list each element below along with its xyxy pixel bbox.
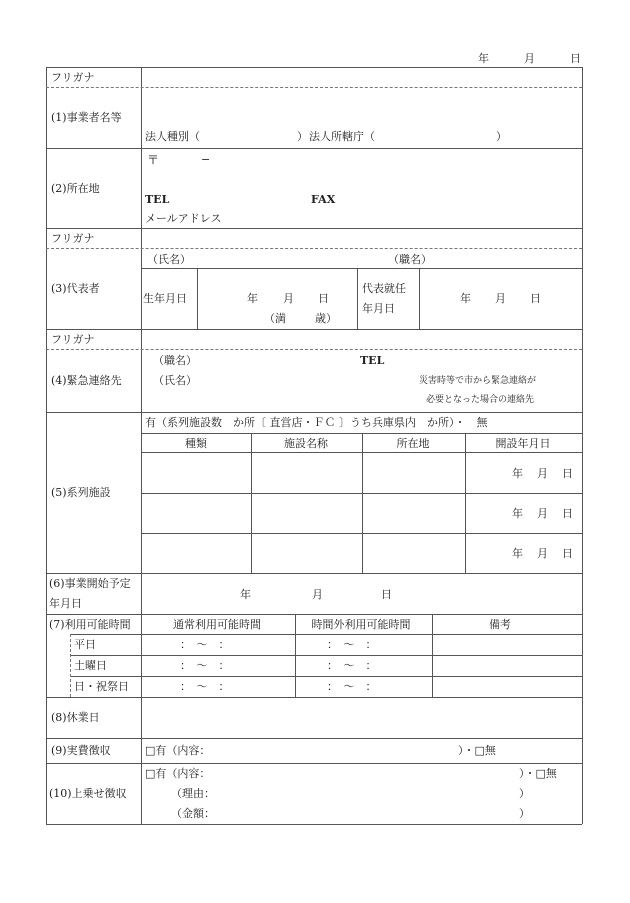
appoint-year: 年 [460, 292, 471, 305]
hours-normal-saturday: ： 〜 ： [180, 659, 230, 672]
hours-day-weekday: 平日 [74, 638, 96, 651]
emergency-note-1: 災害時等で市から緊急連絡が [419, 376, 537, 386]
row-year: 年 [512, 547, 523, 560]
date-year: 年 [478, 52, 489, 65]
row-day: 日 [562, 547, 573, 560]
corp-authority-input[interactable] [385, 129, 493, 145]
birth-label: 生年月日 [143, 292, 187, 305]
hours-day-holiday: 日・祝祭日 [74, 680, 129, 693]
affiliates-header-opened: 開設年月日 [495, 437, 551, 450]
postal-dash: − [201, 153, 211, 166]
furigana-input-1[interactable] [142, 68, 582, 87]
hours-after-saturday: ： 〜 ： [327, 659, 377, 672]
holidays-input[interactable] [142, 698, 582, 738]
hours-day-saturday: 土曜日 [74, 659, 107, 672]
actual-cost-input[interactable] [215, 741, 455, 759]
row-day: 日 [562, 467, 573, 480]
surcharge-reason-close: ） [519, 787, 530, 800]
tel-label: TEL [145, 193, 170, 206]
birth-year: 年 [247, 292, 258, 305]
surcharge-amount: （金額： [171, 807, 215, 820]
actual-cost-end: ）・□無 [458, 744, 496, 757]
business-name-label: (1)事業者名等 [51, 111, 122, 124]
start-year: 年 [240, 588, 251, 601]
furigana-input-2[interactable] [142, 229, 582, 248]
affiliates-header-location: 所在地 [396, 437, 430, 450]
birth-day: 日 [318, 292, 329, 305]
hours-normal-holiday: ： 〜 ： [180, 680, 230, 693]
address-input[interactable] [142, 168, 582, 190]
rep-name-label: （氏名） [147, 253, 191, 266]
emergency-title-label: （職名） [153, 354, 197, 367]
corp-type-input[interactable] [205, 129, 295, 145]
representative-label: (3)代表者 [51, 282, 100, 295]
holidays-label: (8)休業日 [51, 711, 100, 724]
start-day: 日 [381, 588, 392, 601]
appoint-month: 月 [495, 292, 506, 305]
start-date-label-2: 年月日 [49, 597, 82, 610]
affiliates-header-name: 施設名称 [284, 437, 328, 450]
row-month: 月 [537, 467, 548, 480]
age-close: 歳） [315, 312, 337, 325]
surcharge-reason: （理由： [171, 787, 215, 800]
appoint-label-2: 年月日 [362, 302, 395, 315]
surcharge-content: □有（内容： [145, 767, 211, 780]
corp-authority-label: 法人所轄庁（ [309, 130, 375, 143]
start-month: 月 [312, 588, 323, 601]
age-open: （満 [264, 312, 286, 325]
furigana-label-3: フリガナ [51, 333, 95, 346]
actual-cost-text: □有（内容： [145, 744, 211, 757]
furigana-input-3[interactable] [142, 330, 582, 349]
row-year: 年 [512, 467, 523, 480]
emergency-name-label: （氏名） [153, 374, 197, 387]
furigana-label-2: フリガナ [51, 232, 95, 245]
hours-label: (7)利用可能時間 [49, 618, 131, 631]
furigana-label-1: フリガナ [51, 71, 95, 84]
row-month: 月 [537, 547, 548, 560]
emergency-label: (4)緊急連絡先 [51, 374, 122, 387]
affiliates-summary: 有（系列施設数 か所〔 直営店・ＦＣ 〕うち兵庫県内 か所）・ 無 [145, 416, 488, 429]
postal-mark: 〒 [147, 153, 160, 167]
hours-after-weekday: ： 〜 ： [327, 638, 377, 651]
emergency-tel-label: TEL [360, 354, 385, 367]
corp-type-close: ） [297, 130, 308, 143]
corp-type-label: 法人種別（ [145, 130, 200, 143]
hours-normal-weekday: ： 〜 ： [180, 638, 230, 651]
hours-header-normal: 通常利用可能時間 [173, 618, 261, 631]
address-label: (2)所在地 [51, 182, 100, 195]
appoint-label-1: 代表就任 [362, 282, 406, 295]
appoint-day: 日 [530, 292, 541, 305]
hours-header-notes: 備考 [489, 618, 511, 631]
start-date-label-1: (6)事業開始予定 [49, 577, 131, 590]
actual-cost-label: (9)実費徴収 [51, 744, 111, 757]
affiliates-header-type: 種類 [185, 437, 207, 450]
row-day: 日 [562, 507, 573, 520]
surcharge-label: (10)上乗せ徴収 [49, 787, 127, 800]
email-label: メールアドレス [145, 212, 222, 225]
surcharge-amount-close: ） [519, 807, 530, 820]
hours-after-holiday: ： 〜 ： [327, 680, 377, 693]
affiliates-label: (5)系列施設 [51, 486, 111, 499]
row-year: 年 [512, 507, 523, 520]
hours-header-after: 時間外利用可能時間 [311, 618, 411, 631]
fax-label: FAX [311, 193, 336, 206]
rep-title-label: （職名） [388, 253, 432, 266]
row-month: 月 [537, 507, 548, 520]
birth-month: 月 [283, 292, 294, 305]
emergency-note-2: 必要となった場合の連絡先 [426, 395, 535, 405]
business-name-input[interactable] [142, 88, 582, 126]
surcharge-content-end: ）・□無 [519, 767, 557, 780]
date-day: 日 [570, 52, 581, 65]
corp-authority-close: ） [496, 130, 507, 143]
date-month: 月 [524, 52, 535, 65]
